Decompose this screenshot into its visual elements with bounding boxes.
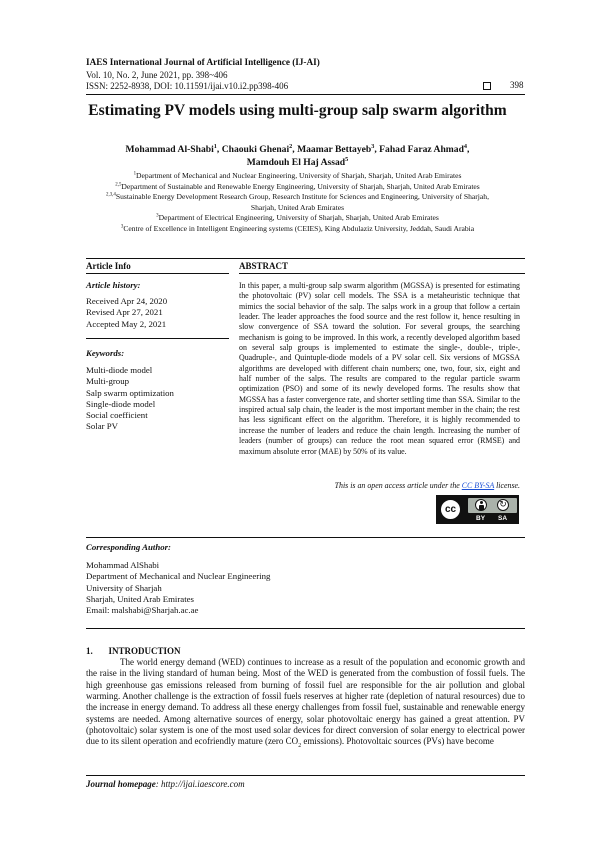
author-sup: 5	[345, 155, 349, 163]
affiliation-item	[60, 192, 535, 213]
share-alike-icon: ↻	[497, 499, 509, 511]
keywords-list	[86, 365, 174, 433]
affiliation-text: Sustainable Energy Development Research Group, Research Institute for Sciences and Engineering, University of Sharjah, Sharjah, United Arab Emirates	[115, 192, 489, 212]
affiliation-sup: 3	[156, 213, 159, 219]
open-access-prefix: This is an open access article under the	[334, 481, 462, 490]
author-list	[60, 143, 535, 169]
history-item: Revised Apr 27, 2021	[86, 307, 163, 318]
author-name: Maamar Bettayeb	[297, 144, 372, 155]
affiliation-item	[60, 182, 535, 193]
affiliation-text: Centre of Excellence in Intelligent Engineering systems (CEIES), King Abdulaziz University, Jeddah, Saudi Arabia	[123, 223, 475, 233]
affiliation-item	[60, 213, 535, 224]
author-line-1: Mohammad Al-Shabi$^1$, Chaouki Ghenai$^2$, Maamar Bettayeb$^3$, Fahad Faraz Ahmad$^4$,	[125, 142, 470, 155]
paper-title: Estimating PV models using multi-group salp swarm algorithm	[88, 102, 507, 119]
homepage-url[interactable]: : http://ijai.iaescore.com	[155, 779, 245, 789]
corresponding-univ: University of Sharjah	[86, 582, 162, 593]
footer-rule	[86, 775, 525, 776]
author-name: Mohammad Al-Shabi	[125, 144, 214, 155]
introduction-paragraph	[86, 657, 525, 748]
author-name: Mamdouh El Haj Assad	[246, 157, 346, 168]
corresponding-details	[86, 560, 270, 616]
abstract-bottom-rule	[86, 537, 525, 538]
intro-text: The world energy demand (WED) continues to increase as a result of the population and economic growth and the raise in the living standard of human being. Most of the WED is generated from the combustion of fossil fuels. The high greenhouse gas emissions released from burning of fossil fuel are responsible for the air pollution and global warming. Another challenge is the extraction of fossil fuels reserves at higher rate (depletion of natural resources) due to the increase in energy demand. To address all these energy challenges from fossil fuel, sustainable and renewable energy systems are needed. Among alternative sources of energy, solar photovoltaic energy has gained a great attention. PV (photovoltaic) solar system is one of the most used solar devices for direct conversion of solar energy to electrical power due to its silent operation and ecofriendly mature (zero CO	[86, 657, 525, 747]
affiliation-sup: 2,5	[115, 181, 122, 187]
affiliation-text: Department of Mechanical and Nuclear Engineering, University of Sharjah, Sharjah, United Arab Emirates	[136, 171, 462, 180]
author-line-2	[60, 156, 535, 169]
keyword-item: Multi-group	[86, 376, 130, 387]
open-access-note	[239, 481, 520, 490]
affiliation-item	[60, 171, 535, 182]
keyword-item: Solar PV	[86, 421, 119, 432]
affiliation-sup: 1	[133, 171, 137, 177]
introduction-heading: 1. INTRODUCTION	[86, 646, 181, 656]
abstract-heading: ABSTRACT	[239, 261, 289, 271]
author-name: Fahad Faraz Ahmad	[379, 144, 464, 155]
affiliation-sup: 3	[120, 223, 124, 229]
author-sup: 1	[213, 142, 217, 150]
cc-logo-icon: cc	[439, 498, 462, 521]
affiliation-text: Department of Sustainable and Renewable Energy Engineering, University of Sharjah, Sharjah, United Arab Emirates	[121, 181, 480, 191]
intro-subscript: 2	[298, 743, 302, 750]
history-heading: Article history:	[86, 280, 141, 290]
keyword-item: Salp swarm optimization	[86, 387, 174, 398]
badge-top-strip	[468, 498, 517, 513]
badge-by-label: BY	[476, 515, 486, 522]
open-access-suffix: license.	[494, 481, 520, 490]
corresponding-dept: Department of Mechanical and Nuclear Engineering	[86, 571, 271, 582]
author-sup: 2	[289, 142, 293, 150]
affiliation-text: Department of Electrical Engineering, University of Sharjah, Sharjah, United Arab Emirates	[158, 213, 439, 222]
history-list	[86, 296, 167, 330]
corresponding-heading: Corresponding Author:	[86, 542, 171, 552]
affiliation-item	[60, 224, 535, 235]
license-link[interactable]: CC BY-SA	[461, 481, 495, 490]
badge-sa-label: SA	[498, 515, 508, 522]
header-divider	[86, 94, 525, 95]
attribution-person-icon	[475, 499, 487, 511]
article-info-heading: Article Info	[86, 261, 131, 271]
issn-doi: ISSN: 2252-8938, DOI: 10.11591/ijai.v10.i2.pp398-406	[86, 81, 289, 91]
journal-homepage	[86, 779, 245, 789]
info-top-rule	[86, 258, 525, 259]
keywords-heading: Keywords:	[86, 348, 125, 358]
author-sup: 4	[463, 142, 468, 150]
keyword-item: Social coefficient	[86, 410, 148, 421]
badge-labels	[468, 514, 517, 523]
article-info-rule	[86, 273, 229, 274]
author-sup: 3	[371, 142, 375, 150]
affiliation-list	[60, 171, 535, 234]
intro-text-cont: emissions). Photovoltaic sources (PVs) have become	[301, 736, 494, 747]
history-rule	[86, 338, 229, 339]
page-number: 398	[510, 80, 524, 90]
corresponding-name: Mohammad AlShabi	[86, 560, 160, 570]
history-item: Accepted May 2, 2021	[86, 318, 167, 329]
journal-name: IAES International Journal of Artificial Intelligence (IJ-AI)	[86, 57, 320, 67]
abstract-text: In this paper, a multi-group salp swarm algorithm (MGSSA) is presented for estimating the photovoltaic (PV) solar cell models. The SSA is a metaheuristic technique that mimics the social behavior of the salp. The salps work in a group that follow a certain leader. The leader approaches the food source and the rest follow it, hence resulting in slow convergence of SSA toward the solution. For several groups, the searching mechanism is going to be improved. In this work, a recently developed algorithm based on several salp groups is implemented to estimate the single-, double-, triple-, Quadruple-, and Quintuple-diode models of a PV solar cell. Six versions of MGSSA algorithms are developed with different chain numbers; one, two, four, six, eight and half number of the salps. The results are compared to the regular particle swarm optimization (PSO) and some of its newly developed forms. The results show that MGSSA has a faster convergence rate, and shorter settling time than SSA. Similar to the inspired actual salp chain, the leader is the most important member in the chain; the rest has less significant effect on the algorithm. Therefore, it is highly recommended to increase the number of leaders and reduce the chain length. Increasing the number of leaders (number of groups) can reduce the root mean squared error (RMSE) and maximum absolute error (MAE) by 50% of its value.	[239, 281, 520, 456]
corresponding-email[interactable]: Email: malshabi@Sharjah.ac.ae	[86, 605, 199, 616]
keyword-item: Multi-diode model	[86, 365, 153, 375]
corresponding-location: Sharjah, United Arab Emirates	[86, 593, 194, 604]
cc-by-sa-badge[interactable]	[436, 495, 519, 524]
affiliation-sup: 2,3,4	[106, 192, 116, 198]
abstract-rule	[239, 273, 525, 274]
author-name: Chaouki Ghenai	[221, 144, 290, 155]
page-square-icon	[483, 82, 491, 90]
history-item: Received Apr 24, 2020	[86, 296, 168, 306]
keyword-item: Single-diode model	[86, 398, 156, 409]
homepage-label: Journal homepage	[86, 779, 156, 789]
corresponding-bottom-rule	[86, 628, 525, 629]
volume-info: Vol. 10, No. 2, June 2021, pp. 398~406	[86, 70, 228, 80]
